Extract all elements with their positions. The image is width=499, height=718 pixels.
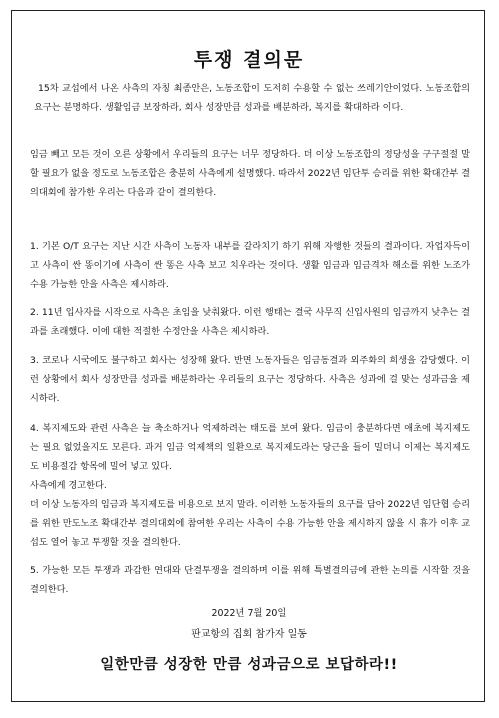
item-4-resolve: 더 이상 노동자의 임금과 복지제도를 비용으로 보지 말라. 이러한 노동자들의 요구를 담아 2022년 임단협 승리를 위한 만도노조 확대간부 결의대회에 참여한 우리는 사측이 수용 가능한 안을 제시하지 않을 시 휴가 이후 교섭도 열어 놓고 투쟁할 것을 결의한다. [30,499,470,548]
resolution-item-5: 5. 가능한 모든 투쟁과 과감한 연대와 단결투쟁을 결의하며 이를 위해 특별결의금에 관한 논의를 시작할 것을 결의한다. [30,565,470,595]
resolution-item-1: 1. 기본 O/T 요구는 지난 시간 사측이 노동자 내부를 갈라치기 하기 위해 자행한 것들의 결과이다. 자업자득이고 사측이 싼 똥이기에 사측이 싼 똥은 사측 보고 치우라는 것이다. 생활 임금과 임금격차 해소를 위한 노조가 수용 가능한 안을 사측은 제시하라. [30,241,470,290]
item-4-warning: 사측에게 경고한다. [30,480,107,491]
document-date: 2022년 7월 20일 [211,608,287,619]
resolution-item-2: 2. 11년 입사자를 시작으로 사측은 초임을 낮춰왔다. 이런 행태는 결국 사무직 신입사원의 임금까지 낮추는 결과를 초래했다. 이에 대한 적절한 수정안을 사측은 제시하라. [30,307,470,337]
resolution-item-3: 3. 코로나 시국에도 불구하고 회사는 성장해 왔다. 반면 노동자들은 임금동결과 외주화의 희생을 감당했다. 이런 상황에서 회사 성장만큼 성과를 배분하라는 우리들의 요구는 정당하다. 사측은 성과에 걸 맞는 성과금을 제시하라. [30,355,470,404]
intro-paragraph: 15차 교섭에서 나온 사측의 자칭 최종안은, 노동조합이 도저히 수용할 수 없는 쓰레기안이었다. 노동조합의 요구는 분명하다. 생활임금 보장하라, 회사 성장만큼 성과를 배분하라, 복지를 확대하라 이다. [34,83,470,113]
resolution-item-4 [30,419,470,552]
document-title: 투쟁 결의문 [193,49,305,71]
closing-slogan: 일한만큼 성장한 만큼 성과금으로 보답하라!! [100,657,398,673]
item-4-main: 4. 복지제도와 관련 사측은 늘 축소하거나 억제하려는 태도를 보여 왔다. 임금이 충분하다면 애초에 복지제도는 필요 없었을지도 모른다. 과거 임금 억제책의 일환으로 복지제도라는 당근을 들이 밀더니 이제는 복지제도도 비용절감 항목에 밀어 넣고 있다. [30,423,470,472]
context-paragraph: 임금 빼고 모든 것이 오른 상황에서 우리들의 요구는 너무 정당하다. 더 이상 노동조합의 정당성을 구구절절 말할 필요가 없을 정도로 노동조합은 충분히 사측에게 설명했다. 따라서 2022년 임단투 승리를 위한 확대간부 결의대회에 참가한 우리는 다음과 같이 결의한다. [30,149,470,198]
document-frame [11,10,485,702]
document-signer: 판교항의 집회 참가자 일동 [191,629,307,640]
